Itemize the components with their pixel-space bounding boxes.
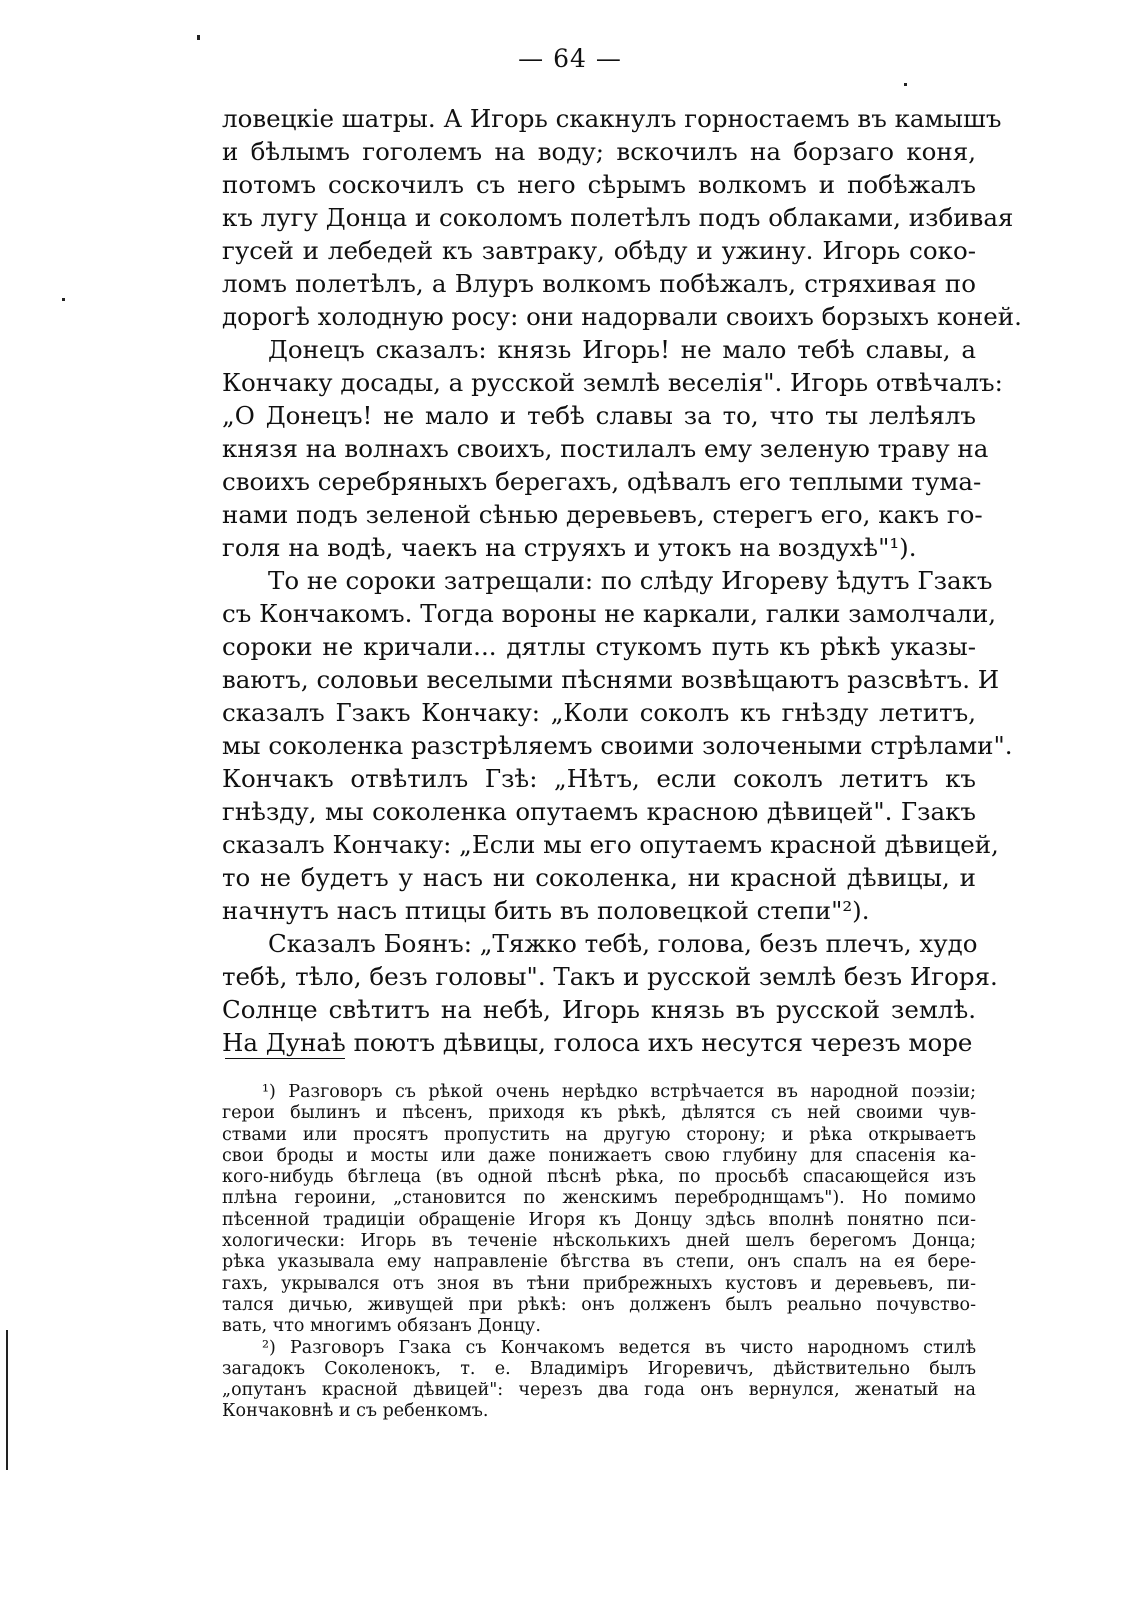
text-line: сказалъ Кончаку: „Если мы его опутаемъ красной дѣвицей, xyxy=(222,830,999,859)
paragraph xyxy=(222,927,998,1059)
margin-mark xyxy=(62,298,65,301)
footnote-line: ¹) Разговоръ съ рѣкой очень нерѣдко встрѣчается въ народной поэзіи; xyxy=(262,1082,976,1102)
text-line: мы соколенка разстрѣляемъ своими золочеными стрѣлами". xyxy=(222,731,1013,760)
footnote-line: гахъ, укрывался отъ зноя въ тѣни прибрежныхъ кустовъ и деревьевъ, пи- xyxy=(222,1273,976,1294)
footnote-line: свои броды и мосты или даже понижаетъ свою глубину для спасенія ка- xyxy=(222,1145,976,1166)
paragraph xyxy=(222,102,1022,333)
text-line: сороки не кричали... дятлы стукомъ путь къ рѣкѣ указы- xyxy=(222,632,976,661)
text-line: Сказалъ Боянъ: „Тяжко тебѣ, голова, безъ плечъ, худо xyxy=(268,929,978,958)
footnote-line: пѣсенной традиціи обращеніе Игоря къ Донцу здѣсь вполнѣ понятно пси- xyxy=(222,1209,976,1230)
footnote-line: загадокъ Соколенокъ, т. е. Владиміръ Игоревичъ, дѣйствительно былъ xyxy=(222,1358,976,1379)
paragraph xyxy=(222,333,1003,564)
text-line: тебѣ, тѣло, безъ головы". Такъ и русской землѣ безъ Игоря. xyxy=(222,962,998,991)
text-line: ломъ полетѣлъ, а Влуръ волкомъ побѣжалъ, стряхивая по xyxy=(222,269,976,298)
footnote-line: тался дичью, живущей при рѣкѣ: онъ долженъ былъ реально почувство- xyxy=(222,1294,976,1315)
text-line: и бѣлымъ гоголемъ на воду; вскочилъ на борзаго коня, xyxy=(222,137,976,166)
text-line: князя на волнахъ своихъ, постилалъ ему зеленую траву на xyxy=(222,434,989,463)
text-line: голя на водѣ, чаекъ на струяхъ и утокъ на воздухѣ"¹). xyxy=(222,533,917,562)
footnote xyxy=(222,1082,976,1338)
footnote-line: Кончаковнѣ и съ ребенкомъ. xyxy=(222,1401,489,1422)
footnote-line: хологически: Игорь въ теченіе нѣсколькихъ дней шелъ берегомъ Донца; xyxy=(222,1231,976,1252)
footnote-line: кого-нибудь бѣглеца (въ одной пѣснѣ рѣка, по просьбѣ спасающейся изъ xyxy=(222,1167,976,1188)
text-line: ловецкіе шатры. А Игорь скакнулъ горностаемъ въ камышъ xyxy=(222,104,1002,133)
paragraph xyxy=(222,564,1013,927)
text-line: ваютъ, соловьи веселыми пѣснями возвѣщаютъ разсвѣтъ. И xyxy=(222,665,1000,694)
text-line: то не будетъ у насъ ни соколенка, ни красной дѣвицы, и xyxy=(222,863,976,892)
footnote-line: герои былинъ и пѣсенъ, приходя къ рѣкѣ, дѣлятся съ ней своими чув- xyxy=(222,1103,976,1124)
footnote-line: плѣна героини, „становится по женскимъ переброднщамъ"). Но помимо xyxy=(222,1188,976,1209)
text-line: Кончакъ отвѣтилъ Гзѣ: „Нѣтъ, если соколъ летитъ къ xyxy=(222,764,976,793)
text-line: дорогѣ холодную росу: они надорвали своихъ борзыхъ коней. xyxy=(222,302,1022,331)
main-text xyxy=(222,102,1022,1059)
footnote-separator xyxy=(225,1058,345,1059)
text-line: гнѣзду, мы соколенка опутаемъ красною дѣвицей". Гзакъ xyxy=(222,797,976,826)
text-line: Кончаку досады, а русской землѣ веселія". Игорь отвѣчалъ: xyxy=(222,368,1003,397)
page-number: — 64 — xyxy=(518,44,622,73)
text-line: гусей и лебедей къ завтраку, обѣду и ужину. Игорь соко- xyxy=(222,236,976,265)
text-line: потомъ соскочилъ съ него сѣрымъ волкомъ и побѣжалъ xyxy=(222,170,976,199)
text-line: съ Кончакомъ. Тогда вороны не каркали, галки замолчали, xyxy=(222,599,997,628)
text-line: То не сороки затрещали: по слѣду Игореву ѣдутъ Гзакъ xyxy=(268,566,993,595)
text-line: къ лугу Донца и соколомъ полетѣлъ подъ облаками, избивая xyxy=(222,203,1014,232)
footnote-line: рѣка указывала ему направленіе бѣгства въ степи, онъ спалъ на ея бере- xyxy=(222,1252,976,1273)
text-line: На Дунаѣ поютъ дѣвицы, голоса ихъ несутся черезъ море xyxy=(222,1028,973,1057)
footnotes xyxy=(222,1082,976,1423)
text-line: нами подъ зеленой сѣнью деревьевъ, стерегъ его, какъ го- xyxy=(222,500,983,529)
text-line: „О Донецъ! не мало и тебѣ славы за то, что ты лелѣялъ xyxy=(222,401,976,430)
margin-mark xyxy=(197,35,200,40)
margin-mark xyxy=(904,83,907,86)
text-line: своихъ серебряныхъ берегахъ, одѣвалъ его теплыми тума- xyxy=(222,467,982,496)
footnote-line: „опутанъ красной дѣвицей": черезъ два года онъ вернулся, женатый на xyxy=(222,1380,976,1401)
text-line: Донецъ сказалъ: князь Игорь! не мало тебѣ славы, а xyxy=(268,335,976,364)
footnote-line: вать, что многимъ обязанъ Донцу. xyxy=(222,1316,541,1337)
text-line: начнутъ насъ птицы бить въ половецкой степи"²). xyxy=(222,896,870,925)
footnote xyxy=(222,1338,976,1423)
footnote-line: ствами или просятъ пропустить на другую сторону; и рѣка открываетъ xyxy=(222,1124,976,1145)
scan-edge-line xyxy=(6,1330,8,1470)
text-line: сказалъ Гзакъ Кончаку: „Коли соколъ къ гнѣзду летитъ, xyxy=(222,698,976,727)
text-line: Солнце свѣтитъ на небѣ, Игорь князь въ русской землѣ. xyxy=(222,995,976,1024)
footnote-line: ²) Разговоръ Гзака съ Кончакомъ ведется въ чисто народномъ стилѣ xyxy=(262,1337,976,1358)
